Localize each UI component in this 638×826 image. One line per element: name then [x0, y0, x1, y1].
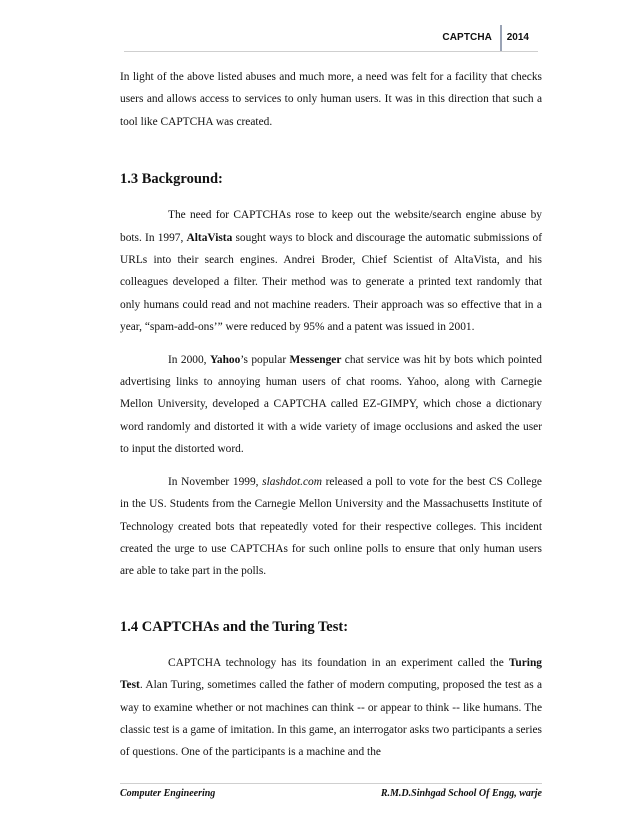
- turing-paragraph-1: CAPTCHA technology has its foundation in an experiment called the Turing Test. Alan Turing, sometimes called the father of modern computing, proposed the test as a way to examine whether or not machines can think -- or appear to think -- like humans. The classic test is a game of imitation. In this game, an interrogator asks two participants a series of questions. One of the participants is a machine and the: [120, 656, 542, 759]
- yahoo-term: Yahoo: [209, 353, 241, 366]
- header-title: CAPTCHA: [442, 32, 492, 43]
- page-header: [124, 27, 538, 52]
- intro-paragraph: In light of the above listed abuses and much more, a need was felt for a facility that checks users and allows access to services to only human users. It was in this direction that such a tool like CAPTCHA was created.: [120, 71, 542, 128]
- section-heading-background: 1.3 Background:: [120, 171, 223, 188]
- section-heading-turing: 1.4 CAPTCHAs and the Turing Test:: [120, 618, 349, 635]
- document-body: [120, 66, 542, 774]
- footer-department: Computer Engineering: [120, 788, 216, 799]
- turing-test-term: Turing Test: [120, 656, 542, 692]
- slashdot-term: slashdot.com: [262, 475, 322, 488]
- header-year: 2014: [506, 32, 529, 43]
- background-paragraph-2: In 2000, Yahoo’s popular Messenger chat service was hit by bots which pointed advertising links to annoying human users of chat rooms. Yahoo, along with Carnegie Mellon University, developed a CAPTCHA called EZ-GIMPY, which chose a dictionary word randomly and distorted it with a wide variety of image occlusions and asked the user to input the distorted word.: [120, 353, 542, 456]
- background-paragraph-3: In November 1999, slashdot.com released a poll to vote for the best CS College in the US. Students from the Carnegie Mellon University and the Massachusetts Institute of Technology created bots that repeatedly voted for their respective colleges. This incident created the urge to use CAPTCHAs for such online polls to ensure that only human users are able to take part in the polls.: [120, 475, 542, 578]
- background-paragraph-1: The need for CAPTCHAs rose to keep out the website/search engine abuse by bots. In 1997, AltaVista sought ways to block and discourage the automatic submissions of URLs into their search engines. Andrei Broder, Chief Scientist of AltaVista, and his colleagues developed a filter. Their method was to generate a printed text randomly that only humans could read and not machine readers. Their approach was so effective that in a year, “spam-add-ons’” were reduced by 95% and a patent was issued in 2001.: [120, 209, 542, 334]
- altavista-term: AltaVista: [186, 231, 233, 244]
- page-footer: [120, 783, 542, 799]
- header-separator: [500, 25, 502, 51]
- messenger-term: Messenger: [289, 353, 342, 366]
- footer-institution: R.M.D.Sinhgad School Of Engg, warje: [380, 788, 542, 799]
